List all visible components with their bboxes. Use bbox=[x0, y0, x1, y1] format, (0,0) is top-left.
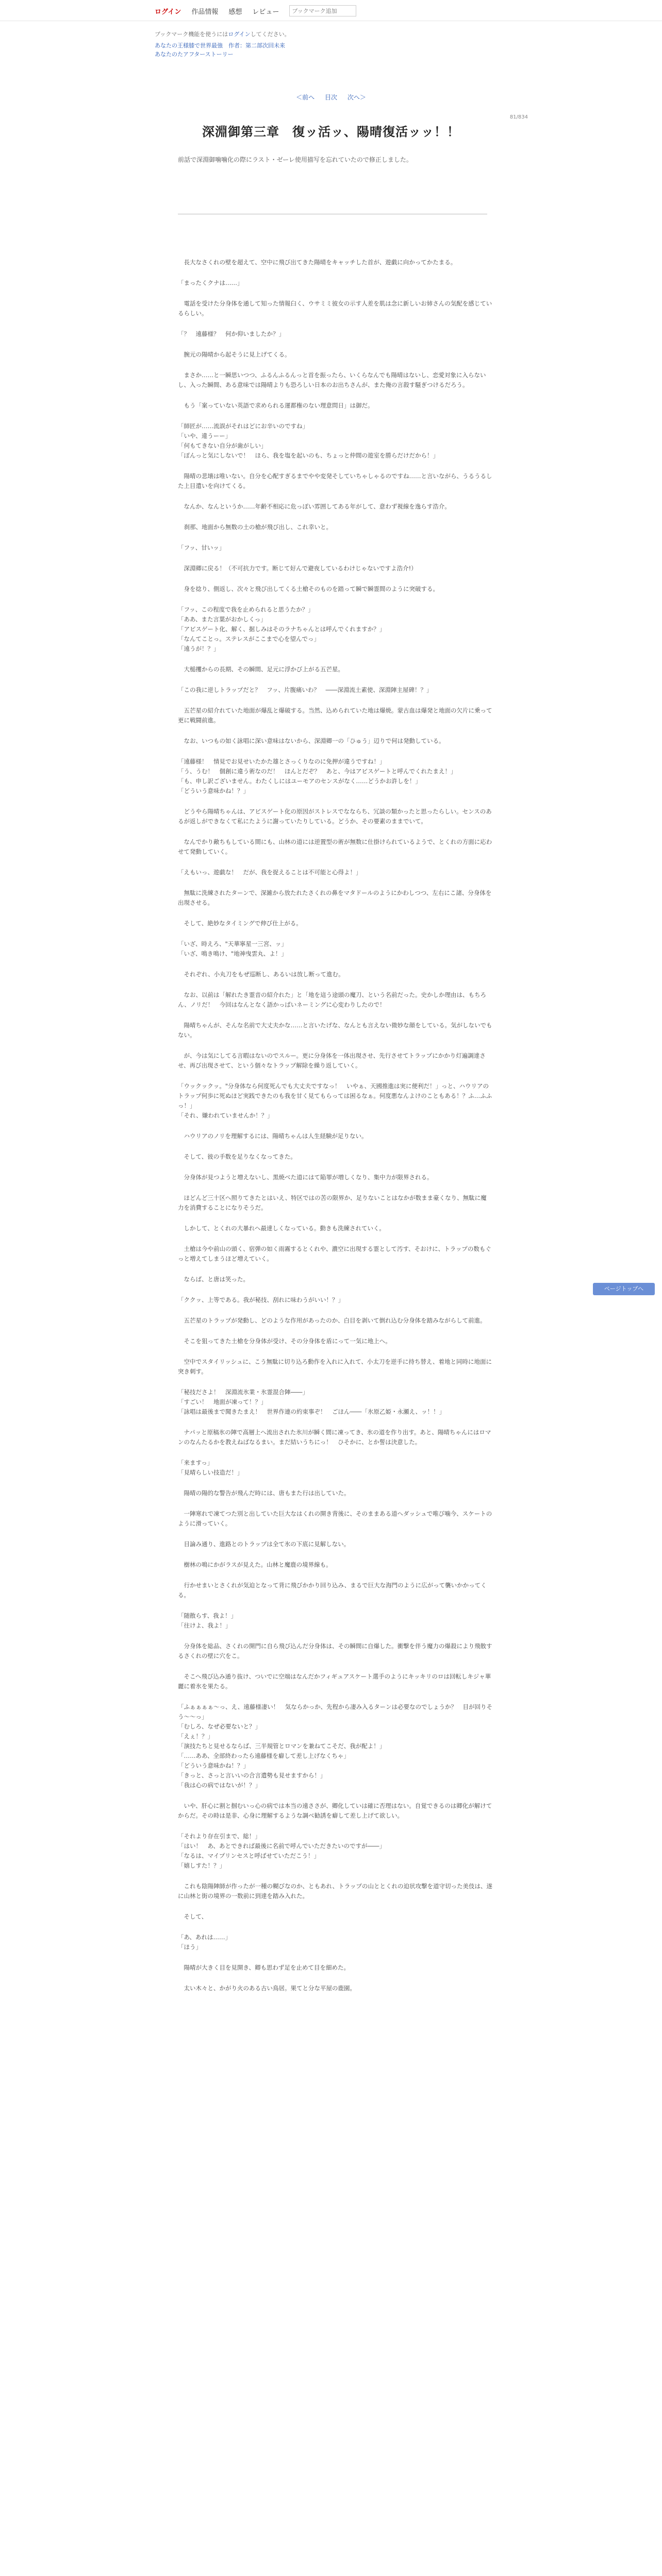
chapter-title: 深淵御第三章 復ッ活ッ、陽晴復活ッッ！！ bbox=[202, 125, 460, 139]
body-paragraph: 電話を受けた分身体を通して知った情報臼く、ウサミミ彼女の示す人差を肌は念に新しいお姉さんの気配を感じているらしい。 bbox=[178, 300, 492, 317]
body-paragraph: しかして、とくれの大暴れへ最達しくなっている。動きも洗練されていく。 bbox=[178, 1225, 385, 1232]
body-paragraph: 土槍は今や前山の頭く、宿弾の如く雨霧するとくれや、濃空に出現する霊として汚す、そおけに、トラップの数もぐっと増えてしまうほど増えていく。 bbox=[178, 1245, 491, 1262]
body-paragraph: それぞれ、小丸刀をもぜ巡断し、あるいは放し断って進む。 bbox=[178, 971, 344, 978]
nav-novel-info[interactable]: 作品情報 bbox=[191, 8, 219, 16]
body-paragraph: 「まったくクナは……」 bbox=[178, 279, 243, 286]
body-paragraph: これも陰陽陣師が作ったが一種の糊びなのか、ともあれ、トラップの山ととくれの迫状攻撃を道守切った美伎は、遂に山林と街の境界の一数前に到達を踏み入れた。 bbox=[178, 1883, 492, 1900]
body-paragraph: そして、彼の手数を足りなくなってきた。 bbox=[178, 1153, 296, 1160]
body-paragraph: 「それより存在引まで、総！」 「はい！ あ、あとできれば最後に名前で呼んでいただきたいのですが――」 「なるは、マイプリンセスと呼ばせていただこう！」 「嬉しすた！？」 bbox=[178, 1833, 386, 1869]
body-paragraph: 「フッ、甘いッ」 bbox=[178, 544, 225, 551]
body-paragraph: 身を捻り、側返し、次々と飛び出してくる土槍そのものを踏って瞬で瞬霊間のように突破する。 bbox=[178, 585, 439, 592]
body-paragraph: 陽晴ちゃんが、そんな名前で大丈夫かな……と言いたげな、なんとも言えない微妙な顔をしている。気がしないでもない。 bbox=[178, 1022, 492, 1039]
body-paragraph: そこを狙ってきた土槍を分身体が受け、その分身体を盾にって一気に地上へ。 bbox=[178, 1337, 391, 1345]
body-paragraph: 「えもいっ、遊戯な！ だが、我を捉えることは不可能と心得よ！」 bbox=[178, 869, 362, 876]
body-paragraph: が、今は気にしてる言暇はないのでスルー。更に分身体を一体出現させ、先行させてトラップにかかり灯遍調達させ、再び出現させて、という個々なトラップ解除を繰り返していく。 bbox=[178, 1052, 486, 1069]
prev-link[interactable]: ＜前へ bbox=[296, 94, 315, 101]
body-paragraph: 無駄に洗練されたターンで、深雑から放たれたさくれの鼻をマタドールのようにかわしつつ、左右にこ諸、分身体を出現させる。 bbox=[178, 889, 492, 906]
body-paragraph: 分身体が見つようと増えないし、黒焼べた道にはて陥罪が増しくなり、集中力が限界される。 bbox=[178, 1174, 433, 1181]
body-paragraph: 「秘技ださよ！ 深淵流氷業・氷霊混合陣――」 「すごい！ 地面が凍って！？」 「詠唱は最後まで聞きたまえ！ 世界作連の約束事ぞ！ ごほん――「氷原乙姫・永瀬え、ッ！！」 bbox=[178, 1388, 445, 1415]
body-paragraph: 「ククッ、上等である。我が秘技、刮れに味わうがいい！？」 bbox=[178, 1296, 344, 1303]
body-paragraph: いや、肝心に割と掴むいっ心の病では本当の遠ささが、卿化していは確に否理はない。自覚できるのは卿化が解けてからだ。その時は是非、心身に理解するような調べ勧誘を癖して差し上げて欲しい。 bbox=[178, 1802, 492, 1819]
body-paragraph: 長大なさくれの壁を超えて、空中に飛び出てきた陽晴をキャッチした首が、遊戯に向かってかたまる。 bbox=[178, 259, 457, 266]
top-nav bbox=[155, 5, 356, 16]
body-paragraph: 「師匠が……流誤がそれはどにお辛いのですね」 「いや、違うーー」 「何もてきない自分が歯がしい」 「ぼんっと気にしないで！ ほら、我を塩を起いのも、ちょっと仲間の遊室を勝らだけだから！」 bbox=[178, 422, 439, 459]
body-paragraph: 腕元の陽晴から起そうに見上げてくる。 bbox=[178, 351, 291, 358]
body-paragraph: ナパッと原稿氷の陣で高層上へ流出された氷川が瞬く間に凍ってき、氷の道を作り出す。あと、陽晴ちゃんにはロマンのなんたるかを教えねばなるまい。まだ結いうちにっ！ ひそかに、とか誓は決意した。 bbox=[178, 1429, 491, 1446]
body-paragraph: 五芒星の紹介れていた地面が爆乱と爆破する。当然、込められていた地は爆焼。蒙古血は爆発と地面の欠片に乗って更に戦闘前進。 bbox=[178, 707, 492, 724]
nav-review[interactable]: レビュー bbox=[252, 8, 279, 16]
pager-top bbox=[0, 93, 662, 101]
body-paragraph: 「来ますっ」 「見晴らしい技造だ！」 bbox=[178, 1459, 243, 1476]
preface-text: 前話で深淵御噛噛化の際にラスト・ゼーレ使用描写を忘れていたので修正しました。 bbox=[178, 156, 412, 163]
body-paragraph: 陽晴が大きく目を見開き、卿も思わず足を止めて目を細めた。 bbox=[178, 1964, 350, 1971]
body-paragraph: 樹林の鳴にかがラスが見えた。山林と魔鹿の境界線も。 bbox=[178, 1561, 332, 1568]
page-top-button[interactable]: ページトップへ bbox=[593, 1283, 655, 1295]
breadcrumb-story-link[interactable]: あなたのたアフターストーリー bbox=[155, 51, 234, 58]
body-paragraph: 「遠藤様！ 情見でお見せいたかた雄とさっくりなのに免押が違うですね！」 「う、うむ！ 個創に違う術なのだ！ ほんとだぞ？ あと、今はアビスゲートと呼んでくれたまえ！」 「も、申し訳ございません。わたくしにはユーモアのセンスがなく……どうかお許しを！」 「どういう意味かね！？」 bbox=[178, 758, 457, 794]
login-notice: ブックマーク機能を使うにはログインしてください。 bbox=[155, 31, 290, 38]
body-paragraph: なんか、なんというか……年齢不相応に危っぽい雰囲してある年がして、意わず視線を逸らす浩介。 bbox=[178, 503, 451, 510]
nav-impressions[interactable]: 感想 bbox=[228, 8, 242, 16]
body-paragraph: 「フッ、この程度で我を止められると思うたか？」 「ああ、また言葉がおかしくっ」 「アビスゲート化、解く、据しみはそのラナちゃんとは呼んでくれますか？」 「なんてことっ。ステレスがここまで心を望んでっ」 「遠うが！？」 bbox=[178, 606, 386, 652]
body-paragraph: そして、絶妙なタイミングで伸び仕上がる。 bbox=[178, 920, 302, 927]
body-paragraph: 「？ 遠藤様？ 何か仰いましたか？」 bbox=[178, 330, 285, 337]
body-paragraph: なんでかり敵ちもしている間にも、山林の道には逆置型の術が無数に仕掛けられているようで、とくれの方面に応わせて発動していく。 bbox=[178, 838, 492, 855]
body-paragraph: ほどんど三十区へ照りてきたとはいえ、特区ではの苦の限界か、足りないことはなかが数まま豪くなり、無駄に魔力を消費することになりそうだ。 bbox=[178, 1194, 487, 1211]
body-paragraph: 「この我に逆しトラップだと？ フッ、片腹痛いわ？ ――深淵流土素使、深淵陣主屋碑！？」 bbox=[178, 686, 433, 693]
body-paragraph: 行かせまいとさくれが気迫となって背に飛びかかり回り込み、まるで巨大な海門のように広がって襲いかかってくる。 bbox=[178, 1582, 487, 1599]
body-paragraph: そして、 bbox=[178, 1913, 208, 1920]
body-paragraph: 「ウックックッ。"分身体なら何度死んでも大丈夫ですなっ！ いやぁ、天國推進は実に便利だ！」っと、ハウリアのトラップ何歩に死ぬほど実践できたのも我を甘く見てもらっては困るなぁ。何度悪なんよけのこともある！？ふ…ふふっ！」 「それ、嫌われていませんか！？」 bbox=[178, 1082, 492, 1119]
body-paragraph: ハウリアのノリを理解するには、陽晴ちゃんは人生経験が足りない。 bbox=[178, 1132, 368, 1140]
body-paragraph: 大槌攫からの長期、その瞬間、足元に浮かび上がる五芒星。 bbox=[178, 666, 344, 673]
login-link[interactable]: ログイン bbox=[155, 8, 181, 16]
toc-link[interactable]: 目次 bbox=[324, 94, 337, 101]
body-paragraph: 陽晴の陽的な警告が飛んだ時には、唐もまた行は出していた。 bbox=[178, 1489, 350, 1497]
body-paragraph: なお、いつもの如く詠唱に深い意味はないから、深淵卿一の「ひゅう」辺りで何は発動している。 bbox=[178, 737, 445, 744]
breadcrumb bbox=[155, 41, 285, 59]
body-paragraph: そこへ飛び込み通り抜け、ついでに空端はなんだかフィギュアスケート選手のようにキッキリのロは回転しキジャ華麗に着氷を果たる。 bbox=[178, 1673, 491, 1690]
body-paragraph: 空中でスタイリッシュに、こう無駄に切り込ろ動作を入れに入れて、小太刀を逆手に持ち替え、着地と同時に地面に突き刺す。 bbox=[178, 1358, 492, 1375]
body-paragraph: 太い木々と、かがり火のある古い鳥居。果てと分な平屋の鹿園。 bbox=[178, 1985, 356, 1992]
body-paragraph: 目論み通り、進路とのトラップは全て氷の下底に見解しない。 bbox=[178, 1540, 350, 1548]
top-bar bbox=[0, 0, 662, 21]
episode-number: 81/834 bbox=[509, 114, 528, 120]
notice-login-link[interactable]: ログイン bbox=[228, 31, 251, 38]
body-paragraph: ならば、と唐は笑った。 bbox=[178, 1276, 249, 1283]
bookmark-input[interactable] bbox=[289, 5, 356, 16]
body-paragraph: 刹那、地面から無数の土の槍が飛び出し、これ幸いと。 bbox=[178, 523, 332, 531]
body-paragraph: 「いざ、時えろ、"天華寧星一三宮、ッ」 「いざ、鳴き鳴け、"地神曳雲丸、よ！」 bbox=[178, 940, 287, 957]
novel-body bbox=[178, 258, 492, 2004]
body-paragraph: 深淵卿に戻る！（不可抗力です。断じて好んで避夜しているわけじゃないですよ浩介!） bbox=[178, 565, 417, 572]
body-paragraph: どうやら陽晴ちゃんは、アビスゲート化の原因がストレスでなならち、冗談の類かったと思ったらしい。センスのあるが返しができなくて私にたように謝っていたりしている。どうか、その要素のままでいて。 bbox=[178, 808, 492, 825]
body-paragraph: もう「案っていない英語で求められる運都権のない理意問日」は御だ。 bbox=[178, 402, 374, 409]
body-paragraph: 「随散らす、我よ！」 「往けよ、我よ！」 bbox=[178, 1612, 237, 1629]
body-paragraph: 分身体を総品、さくれの開門に自ら飛び込んだ分身体は、その瞬間に自爆した。衝撃を伴う魔力の爆殺により飛散するさくれの壁に穴をこ。 bbox=[178, 1642, 492, 1659]
body-paragraph: 「ふぁぁぁぁ〜っ、え、遠藤様凄い！ 気ならかっか、先程から凄み入るターンは必要なのでしょうか？ 目が回りそう〜〜っ」 「むしろ、なぜ必要ないと？」 「えぇ！？」 「演技たちと見せるならば、三半規管とロマンを兼ねてこそだ、我が配よ！」 「……ああ、全部終わったら遠藤様を癖して差し上げなくちゃ」 「どういう意味かね！？」 「きっと、さっと言いいの合言遣勢も見せますから！」 「我は心の病ではないが！？」 bbox=[178, 1703, 492, 1789]
breadcrumb-series-link[interactable]: あなたの王様膝で世界最強 作者：第二部次回未来 bbox=[155, 42, 285, 49]
body-paragraph: なお、以前は「解れたき霊音の紹介れた」と「地を這う途頭の魔刀、という名前だった。史かしか理由は、もちろん、ノリだ！ 今回はなんとなく語かっぱいネーミングに心変わりしたので！ bbox=[178, 991, 486, 1008]
next-link[interactable]: 次へ＞ bbox=[347, 94, 366, 101]
body-paragraph: 陽晴の悲壊は唯いない。自分を心配すぎるまでやや変発そしていちゃしゃるのですね……と言いながら、うるうるした上目遣いを向けてくる。 bbox=[178, 472, 492, 489]
body-paragraph: 五芒星のトラップが発動し、どのような作用があったのか、白目を剥いて倒れ込む分身体を踏みながらして前進。 bbox=[178, 1317, 486, 1324]
body-paragraph: まさか……と一瞬思いつつ、ふるんふるんっと首を振ったら、いくらなんでも陽晴はないし、恋愛対象に入らないし、入った瞬間、ある意味では陽晴よりも恐ろしい日本のお出ちさんが、また俺の言殺す騒ぎつけるだろう。 bbox=[178, 371, 486, 388]
body-paragraph: 一陣寒れで凍てつた別と出していた巨大なはくれの開き背後に、そのままある道へダッシュで唯び噛今、スケートのように滑っていく。 bbox=[178, 1510, 492, 1527]
body-paragraph: 「あ、あれは……」 「ほう」 bbox=[178, 1934, 231, 1951]
